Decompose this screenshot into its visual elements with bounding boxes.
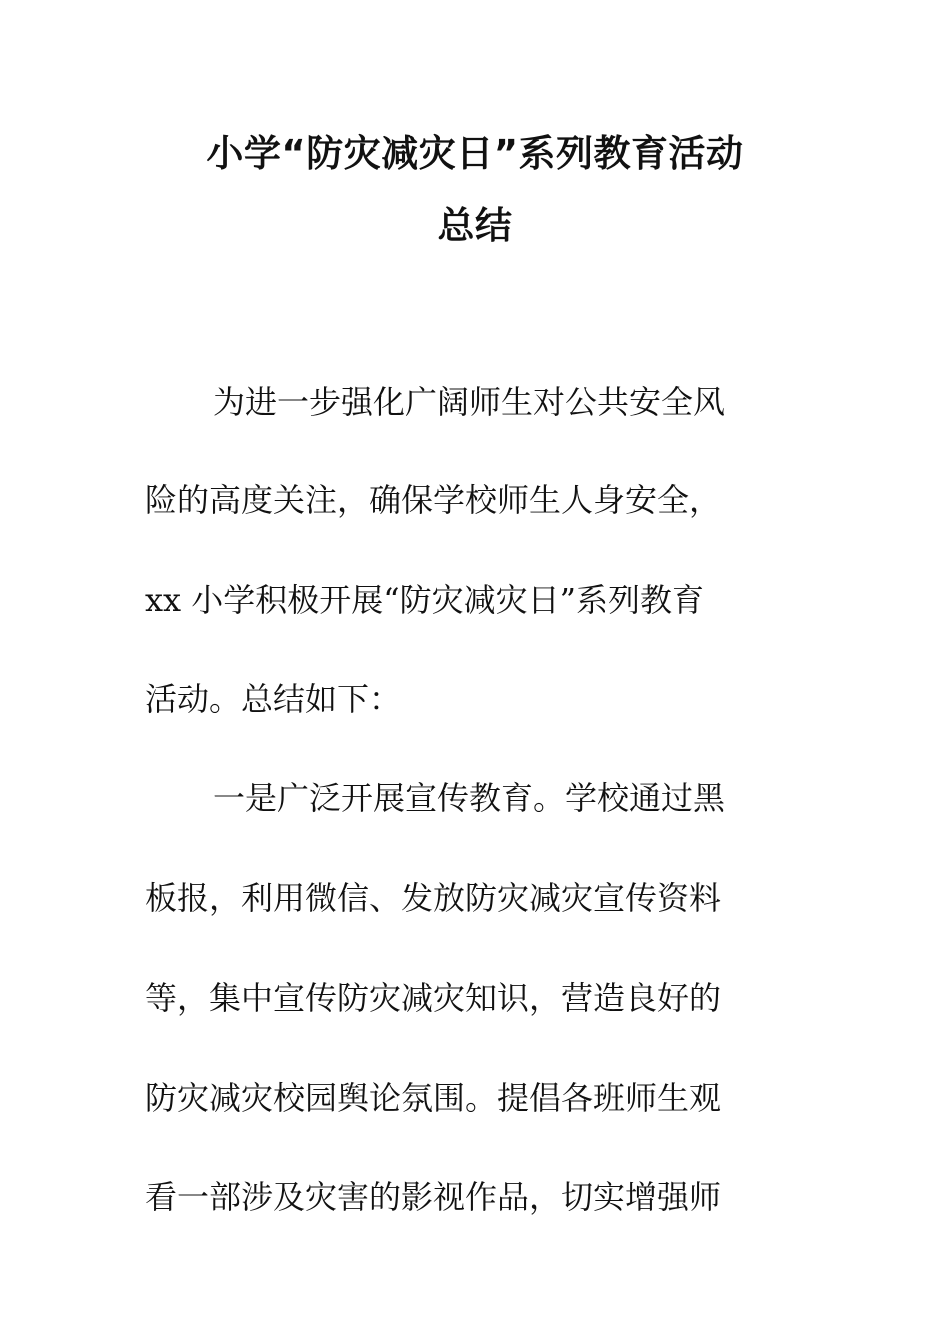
document-title-line-1: 小学“防灾减灾日”系列教育活动 [206,132,744,175]
paragraph-2-line-5: 看一部涉及灾害的影视作品，切实增强师 [145,1178,722,1216]
paragraph-2-line-2: 板报，利用微信、发放防灾减灾宣传资料 [145,879,722,917]
paragraph-1-line-2: 险的高度关注，确保学校师生人身安全， [145,481,722,519]
document-title-line-2: 总结 [437,204,513,247]
paragraph-2-line-4: 防灾减灾校园舆论氛围。提倡各班师生观 [145,1079,722,1117]
paragraph-2-line-1: 一是广泛开展宣传教育。学校通过黑 [213,779,726,817]
paragraph-1-line-3: xx 小学积极开展“防灾减灾日”系列教育 [145,581,704,619]
paragraph-1-line-1: 为进一步强化广阔师生对公共安全风 [213,383,726,421]
paragraph-2-line-3: 等，集中宣传防灾减灾知识，营造良好的 [145,979,722,1017]
paragraph-1-line-4: 活动。总结如下： [145,680,402,718]
